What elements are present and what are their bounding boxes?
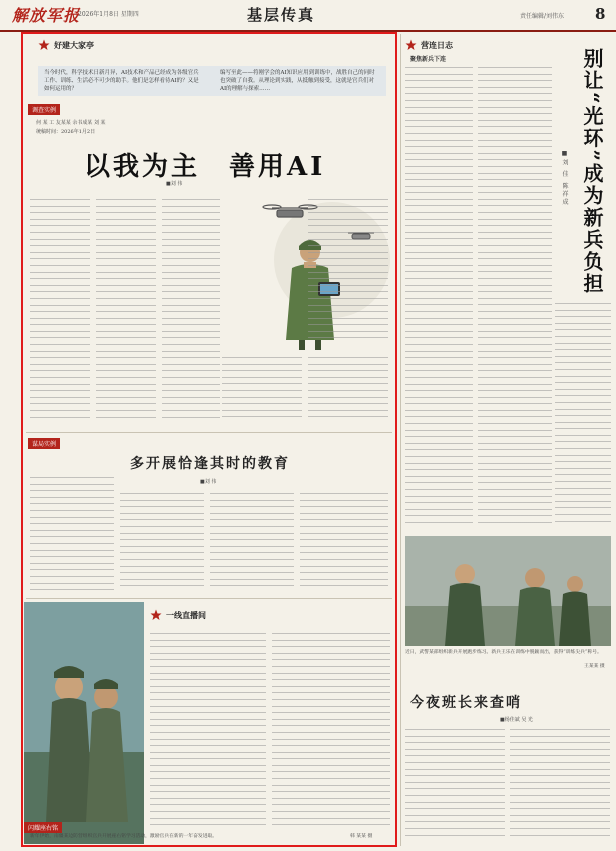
- headline-education: 多开展恰逢其时的教育: [130, 456, 290, 472]
- story-tag: 谋局实例: [28, 438, 60, 449]
- column-label: [150, 608, 206, 622]
- section-divider: [26, 432, 392, 433]
- intro-left: 当今时代，科学技术日新月异，AI技术和产品已经成为各级官兵工作、训练、生活必不可少的助手。他们是怎样看待AI的？又是如何运用的？: [44, 70, 199, 92]
- body-col-17: [510, 726, 610, 842]
- body-col-7: [30, 474, 114, 594]
- body-col-3: [162, 196, 220, 426]
- column-label-text: 营连日志: [421, 39, 453, 50]
- body-col-5: [308, 354, 388, 426]
- headline-main: 以我为主 善用AI: [84, 152, 326, 182]
- reporter-line: 何 某 工 友某某 余书成某 刘 某: [36, 120, 106, 126]
- subhead: 聚焦新兵下连: [410, 56, 447, 63]
- column-label-text: 好建大家亭: [54, 39, 94, 50]
- body-col-8: [120, 490, 204, 594]
- section-title: 基层传真: [247, 6, 316, 24]
- body-col-1: [30, 196, 90, 426]
- new-recruits-photo: [405, 536, 611, 646]
- photo-credit: 王某某 摄: [584, 664, 605, 669]
- page-number: 8: [595, 5, 606, 23]
- star-icon: [150, 609, 162, 621]
- body-col-16: [405, 726, 505, 842]
- body-col-13: [405, 64, 473, 530]
- headline-author: ■刘 伟: [200, 479, 217, 485]
- headline-author: ■杨佳斌 吴 光: [500, 717, 533, 723]
- body-col-6: [308, 196, 388, 346]
- body-col-14: [478, 64, 552, 530]
- column-divider: [400, 34, 401, 846]
- intro-right: 编写至此——将刚学会的AI知识应用到训练中，战胜自己的同时也突破了自我。从理论到实践，从抵触到接受，这就是官兵们对AI的理解与探索……: [220, 70, 375, 92]
- star-icon: [38, 39, 50, 51]
- story-tag: 调查实例: [28, 104, 60, 115]
- editor-credit: 责任编辑/刘伟东: [520, 13, 565, 20]
- body-col-9: [210, 490, 294, 594]
- column-label-text: 一线直播间: [166, 609, 206, 620]
- body-col-10: [300, 490, 388, 594]
- column-label: [405, 38, 453, 52]
- headline-inspection: 今夜班长来查哨: [410, 695, 522, 711]
- photo-credit: 韩 某某 摄: [350, 834, 373, 839]
- masthead: [0, 0, 616, 32]
- vertical-headline: 别让“光环”成为新兵负担: [580, 48, 604, 296]
- body-col-15: [555, 300, 611, 530]
- newspaper-logo: 解放军报: [12, 6, 81, 25]
- column-label: [38, 38, 94, 52]
- star-icon: [405, 39, 417, 51]
- vertical-author: ■刘 佳 陈祥成: [561, 150, 568, 207]
- body-col-2: [96, 196, 156, 426]
- photo-label: 闪耀座右铭: [24, 822, 62, 833]
- photo-caption: 新年伊始，南疆某边防营组织官兵开展座右铭学习活动，激励官兵在新的一年奋发进取。: [30, 834, 218, 839]
- issue-date: 2026年1月8日 星期四: [78, 11, 139, 18]
- intro-box: [38, 66, 386, 96]
- date-line: 统稿时间：2026年1月2日: [36, 129, 96, 135]
- body-col-4: [222, 354, 302, 426]
- headline-author: ■刘 伟: [166, 181, 183, 187]
- soldiers-photo: [24, 602, 144, 844]
- section-divider: [26, 598, 392, 599]
- body-col-12: [272, 630, 390, 830]
- photo-caption: 近日，武警某部组织新兵开展跑步练习。新兵王乐在训练中脱颖而出，获得“训练尖兵”称号。: [405, 650, 602, 655]
- body-col-11: [150, 630, 266, 830]
